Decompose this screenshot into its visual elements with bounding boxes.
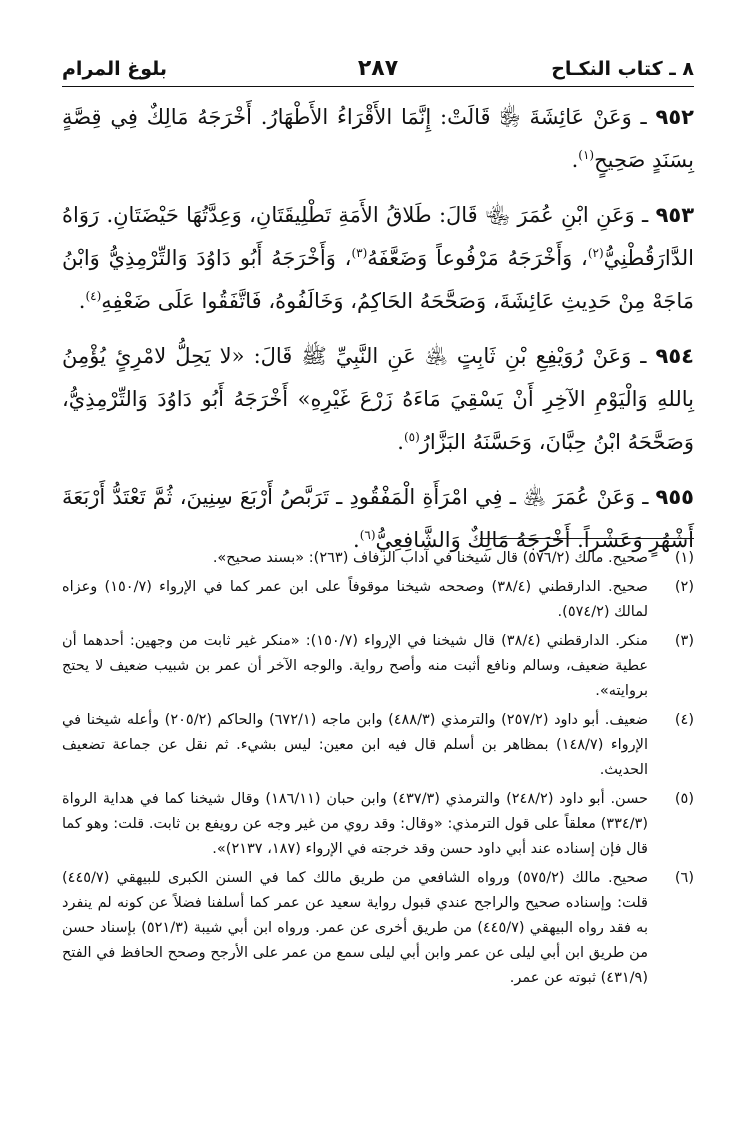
footnote-text: صحيح. مالك (٥٧٦/٢) قال شيخنا في آداب الزفاف (٢٦٣): «بسند صحيح».: [212, 550, 648, 566]
hadith-number: ٩٥٥: [655, 485, 694, 509]
hadith-953: [62, 194, 694, 323]
footnote-text: صحيح. الدارقطني (٣٨/٤) وصححه شيخنا موقوفاً على ابن عمر كما في الإرواء (١٥٠/٧) وعزاه لمالك (٥٧٤/٢).: [62, 579, 648, 620]
hadith-text: ـ وَعَنْ رُوَيْفِعِ بْنِ ثَابِتٍ ﵁ عَنِ النَّبِيِّ ﷺ قَالَ: «لا يَحِلُّ لامْرِئٍ يُؤْمِنُ بِاللهِ وَالْيَوْمِ الآخِرِ أَنْ يَسْقِيَ مَاءَهُ زَرْعَ غَيْرِهِ» أَخْرَجَهُ أَبُو دَاوُدَ وَالتِّرْمِذِيُّ، وَصَحَّحَهُ ابْنُ حِبَّانَ، وَحَسَّنَهُ البَزَّارُ: [62, 344, 694, 454]
footnotes: [62, 546, 694, 995]
hadith-text: ـ وَعَنِ ابْنِ عُمَرَ ﵄ قَالَ: طَلاقُ الأَمَةِ تَطْلِيقَتَانِ، وَعِدَّتُهَا حَيْضَتَانِ. رَوَاهُ الدَّارَقُطْنِيُّ: [62, 203, 694, 270]
hadith-954: [62, 335, 694, 464]
page-number: ٢٨٧: [357, 56, 399, 81]
footnote-divider: [480, 538, 694, 539]
footnote-item: [62, 708, 694, 783]
footnote-ref[interactable]: (٥): [403, 430, 420, 444]
punctuation: .: [571, 148, 579, 172]
hadith-number: ٩٥٢: [655, 105, 694, 129]
footnote-text: صحيح. مالك (٥٧٥/٢) ورواه الشافعي من طريق مالك كما في السنن الكبرى للبيهقي (٤٤٥/٧) قلت: وإسناده صحيح والراجح عندي قبول رواية سعيد عن عمر كما أسلفنا فضلاً عن كونه لم ينفرد به فقد رواه البيهقي (٤٤٥/٧) من طريق أخرى عن عمر. ورواه ابن أبي شيبة (٥٢١/٣) بإسناد حسن من طريق ابن أبي ليلى عن عمر وابن أبي ليلى سمع من عمر على الأرجح وصحح الحافظ في الفتح (٤٣١/٩) ثبوته عن عمر.: [62, 870, 649, 986]
hadith-text: ، وَأَخْرَجَهُ أَبُو دَاوُدَ وَالتِّرْمِذِيُّ وَابْنُ مَاجَهْ مِنْ حَدِيثِ عَائِشَةَ، وَصَحَّحَهُ الحَاكِمُ، وَخَالَفُوهُ، فَاتَّفَقُوا عَلَى ضَعْفِهِ: [62, 246, 694, 313]
page-header: [62, 54, 694, 86]
footnote-number: (١): [674, 550, 694, 566]
footnote-ref[interactable]: (٢): [587, 246, 604, 260]
footnote-text: منكر. الدارقطني (٣٨/٤) قال شيخنا في الإرواء (١٥٠/٧): «منكر غير ثابت من وجهين: أحدهما أن عطية ضعيف، وسالم ونافع أثبت منه وأصح رواية. والوجه الآخر أن عمر بن شبيب ضعيف لا يحتج بروايته».: [62, 633, 648, 699]
footnote-ref[interactable]: (٤): [85, 289, 102, 303]
chapter-title: ٨ ـ كتاب النكـاح: [551, 58, 694, 80]
hadith-text: ـ وَعَنْ عَائِشَةَ ﵂ قَالَتْ: إِنَّمَا الأَقْرَاءُ الأَطْهَارُ. أَخْرَجَهُ مَالِكٌ فِي قِصَّةٍ بِسَنَدٍ صَحِيحٍ: [62, 105, 694, 172]
footnote-item: [62, 575, 694, 625]
footnote-number: (٢): [674, 579, 694, 595]
footnote-number: (٦): [674, 870, 694, 886]
main-text: [62, 96, 694, 574]
footnote-number: (٤): [674, 712, 694, 728]
hadith-number: ٩٥٤: [655, 344, 694, 368]
hadith-number: ٩٥٣: [655, 203, 695, 227]
footnote-ref[interactable]: (٣): [351, 246, 368, 260]
footnote-text: حسن. أبو داود (٢٤٨/٢) والترمذي (٤٣٧/٣) وابن حبان (١٨٦/١١) وقال شيخنا كما في هداية الرواة (٣٣٤/٣) معلقاً على قول الترمذي: «وقال: وقد روي من غير وجه عن رويفع بن ثابت. قلت: وهو كما قال فإن إسناده عند أبي داود حسن وقد خرجته في الإرواء (١٨٧، ٢١٣٧)».: [62, 791, 648, 857]
footnote-ref[interactable]: (٦): [359, 528, 376, 542]
footnote-ref[interactable]: (١): [578, 148, 595, 162]
footnote-item: [62, 787, 694, 862]
footnote-item: [62, 629, 694, 704]
punctuation: .: [397, 430, 404, 454]
footnote-number: (٣): [674, 633, 694, 649]
punctuation: .: [78, 289, 86, 313]
footnote-text: ضعيف. أبو داود (٢٥٧/٢) والترمذي (٤٨٨/٣) وابن ماجه (٦٧٢/١) والحاكم (٢٠٥/٢) وأعله شيخنا في الإرواء (١٤٨/٧) بمظاهر بن أسلم قال فيه ابن معين: ليس بشيء. ثم نقل عن جماعة تضعيف الحديث.: [62, 712, 649, 778]
footnote-item: [62, 866, 694, 991]
punctuation: .: [353, 528, 360, 552]
hadith-952: [62, 96, 694, 182]
book-title: بلوغ المرام: [62, 58, 168, 80]
footnote-number: (٥): [674, 791, 694, 807]
header-divider: [62, 86, 694, 87]
footnote-item: [62, 546, 694, 571]
hadith-text: ـ وَعَنْ عُمَرَ ﵁ ـ فِي امْرَأَةِ الْمَفْقُودِ ـ تَرَبَّصُ أَرْبَعَ سِنِينَ، ثُمَّ تَعْتَدُّ أَرْبَعَةَ أَشْهُرٍ وَعَشْراً. أَخْرَجَهُ مَالِكٌ وَالشَّافِعِيُّ: [62, 485, 694, 552]
hadith-text: ، وَأَخْرَجَهُ مَرْفُوعاً وَضَعَّفَهُ: [367, 246, 588, 270]
